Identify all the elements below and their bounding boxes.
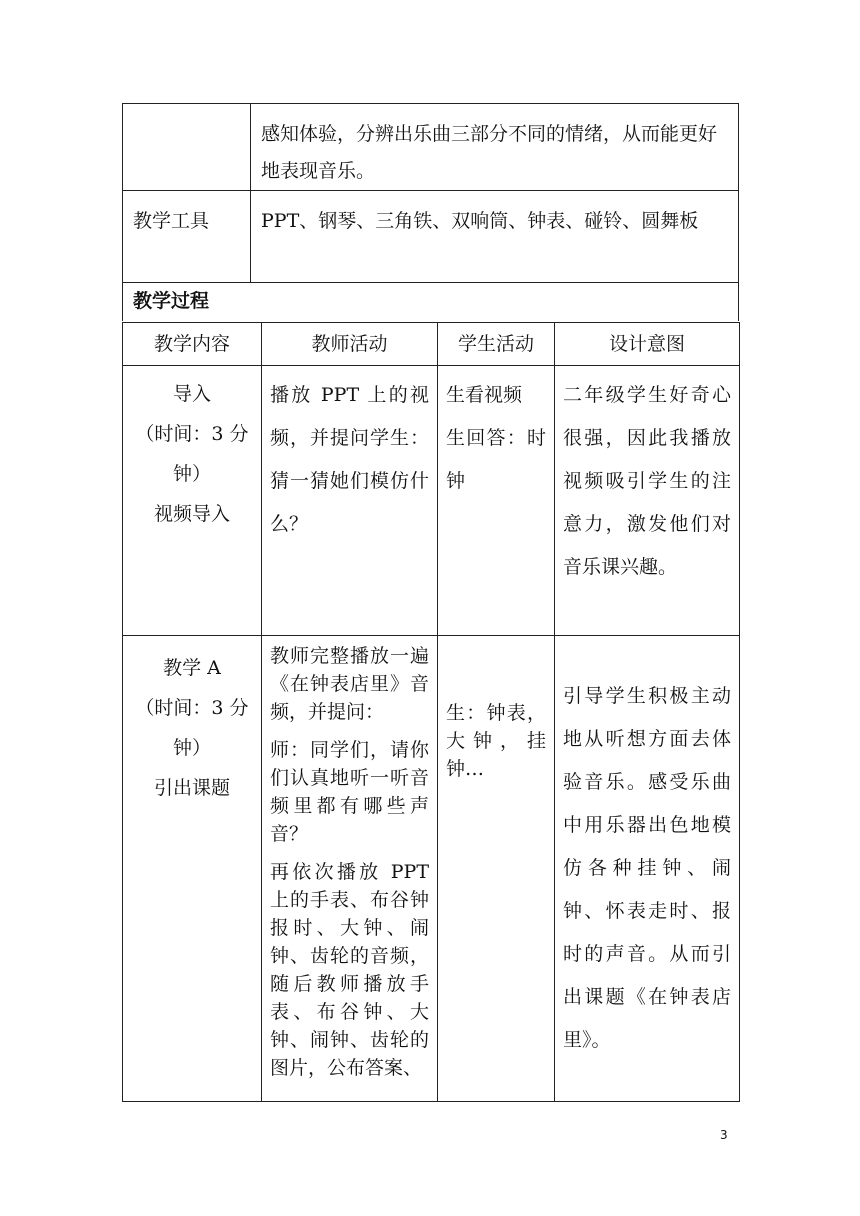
teacher-text: 再依次播放 PPT 上的手表、布谷钟报时、大钟、闹钟、齿轮的音频，随后教师播放手表、布谷钟、大钟、闹钟、齿轮的图片，公布答案、 <box>270 861 429 1079</box>
intent-cell <box>555 366 740 636</box>
table-row <box>123 366 740 636</box>
teacher-cell <box>262 636 438 1102</box>
teacher-text: 师：同学们，请你们认真地听一听音频里都有哪些声音？ <box>270 739 429 845</box>
content-title: 导入 <box>172 383 211 405</box>
section-title: 教学过程 <box>122 280 739 321</box>
content-subtitle: 视频导入 <box>153 503 230 525</box>
student-cell <box>438 636 555 1102</box>
teacher-text: 教师完整播放一遍《在钟表店里》音频，并提问： <box>270 645 429 723</box>
row-content: 感知体验，分辨出乐曲三部分不同的情绪，从而能更好地表现音乐。 <box>251 104 739 191</box>
teacher-text: 播放 PPT 上的视频，并提问学生：猜一猜她们模仿什么？ <box>270 384 429 535</box>
table-row <box>123 104 739 191</box>
intent-cell <box>555 636 740 1102</box>
column-header: 教学内容 <box>123 323 262 366</box>
intent-text: 二年级学生好奇心很强，因此我播放视频吸引学生的注意力，激发他们对音乐课兴趣。 <box>563 384 731 578</box>
info-table <box>122 103 739 283</box>
column-header: 学生活动 <box>438 323 555 366</box>
column-header: 设计意图 <box>555 323 740 366</box>
content-subtitle: 引出课题 <box>153 777 230 799</box>
content-cell <box>123 636 262 1102</box>
table-header-row <box>123 323 740 366</box>
student-text: 生回答：时钟 <box>446 427 546 492</box>
page-number: 3 <box>720 1128 728 1142</box>
row-label: 教学工具 <box>123 191 251 283</box>
student-text: 生看视频 <box>446 384 523 406</box>
content-title: 教学 A <box>163 657 221 679</box>
student-cell <box>438 366 555 636</box>
student-text: 生：钟表，大钟，挂钟… <box>446 701 546 780</box>
process-table <box>122 322 740 1102</box>
intent-text: 引导学生积极主动地从听想方面去体验音乐。感受乐曲中用乐器出色地模仿各种挂钟、闹钟、怀表走时、报时的声音。从而引出课题《在钟表店里》。 <box>563 685 731 1051</box>
table-row <box>123 191 739 283</box>
teacher-cell <box>262 366 438 636</box>
row-content: PPT、钢琴、三角铁、双响筒、钟表、碰铃、圆舞板 <box>251 191 739 283</box>
content-time: （时间：3 分钟） <box>135 697 249 759</box>
table-row <box>123 636 740 1102</box>
column-header: 教师活动 <box>262 323 438 366</box>
row-label <box>123 104 251 191</box>
content-time: （时间：3 分钟） <box>135 423 249 485</box>
content-cell <box>123 366 262 636</box>
